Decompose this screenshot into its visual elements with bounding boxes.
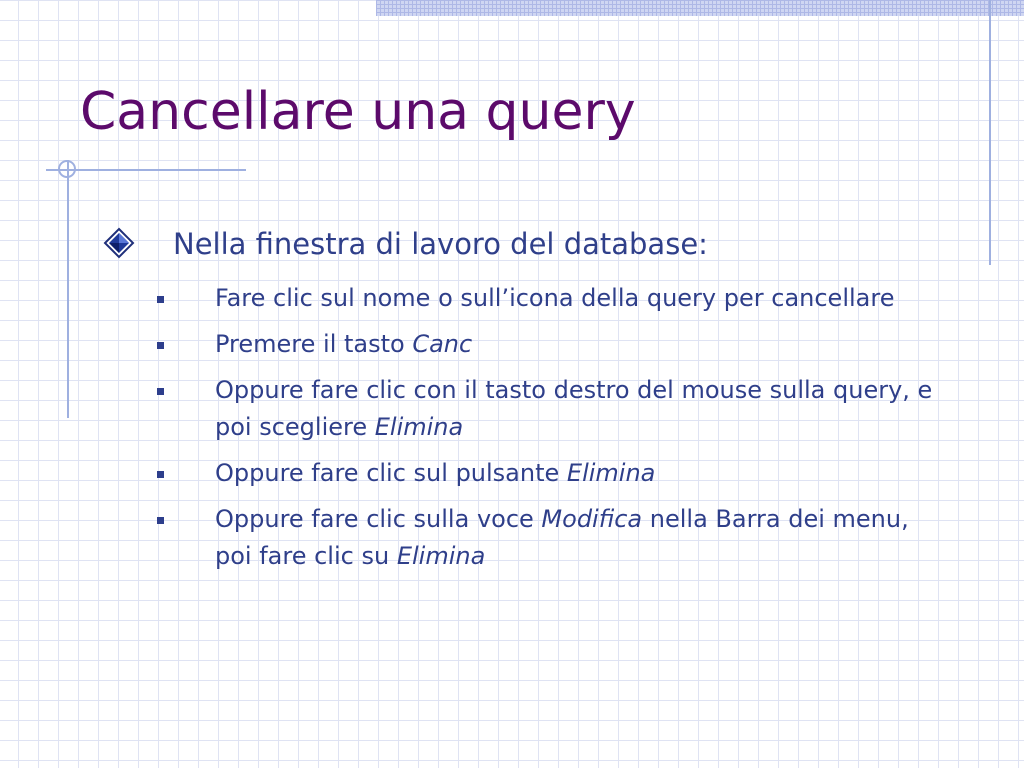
right-decorative-rule xyxy=(989,0,991,265)
list-item-text: Premere il tasto Canc xyxy=(215,330,473,358)
diamond-bullet-icon xyxy=(103,227,135,259)
list-item-text: Oppure fare clic sulla voce Modifica nella Barra dei menu, poi fare clic su Elimina xyxy=(215,505,909,570)
list-item xyxy=(155,372,945,446)
list-item-text: Fare clic sul nome o sull’icona della query per cancellare xyxy=(215,284,895,312)
emphasis-elimina: Elimina xyxy=(396,542,486,570)
sub-bullet-list xyxy=(155,280,945,584)
list-item xyxy=(155,455,945,492)
list-item-text: Oppure fare clic sul pulsante Elimina xyxy=(215,459,656,487)
square-bullet-icon xyxy=(157,471,164,478)
square-bullet-icon xyxy=(157,388,164,395)
bullet-level1 xyxy=(103,224,983,264)
emphasis-canc: Canc xyxy=(412,330,473,358)
square-bullet-icon xyxy=(157,517,164,524)
list-item-text: Oppure fare clic con il tasto destro del mouse sulla query, e poi scegliere Elimina xyxy=(215,376,933,441)
list-item xyxy=(155,326,945,363)
square-bullet-icon xyxy=(157,296,164,303)
list-item xyxy=(155,501,945,575)
slide-title: Cancellare una query xyxy=(80,82,636,142)
bullet-level1-text: Nella finestra di lavoro del database: xyxy=(173,227,708,261)
left-decorative-rule xyxy=(67,160,69,418)
emphasis-modifica: Modifica xyxy=(541,505,643,533)
emphasis-elimina: Elimina xyxy=(374,413,464,441)
title-rule-circle xyxy=(58,160,76,178)
top-decorative-band xyxy=(376,0,1024,16)
list-item xyxy=(155,280,945,317)
title-underline-rule xyxy=(46,169,246,171)
square-bullet-icon xyxy=(157,342,164,349)
emphasis-elimina: Elimina xyxy=(566,459,656,487)
